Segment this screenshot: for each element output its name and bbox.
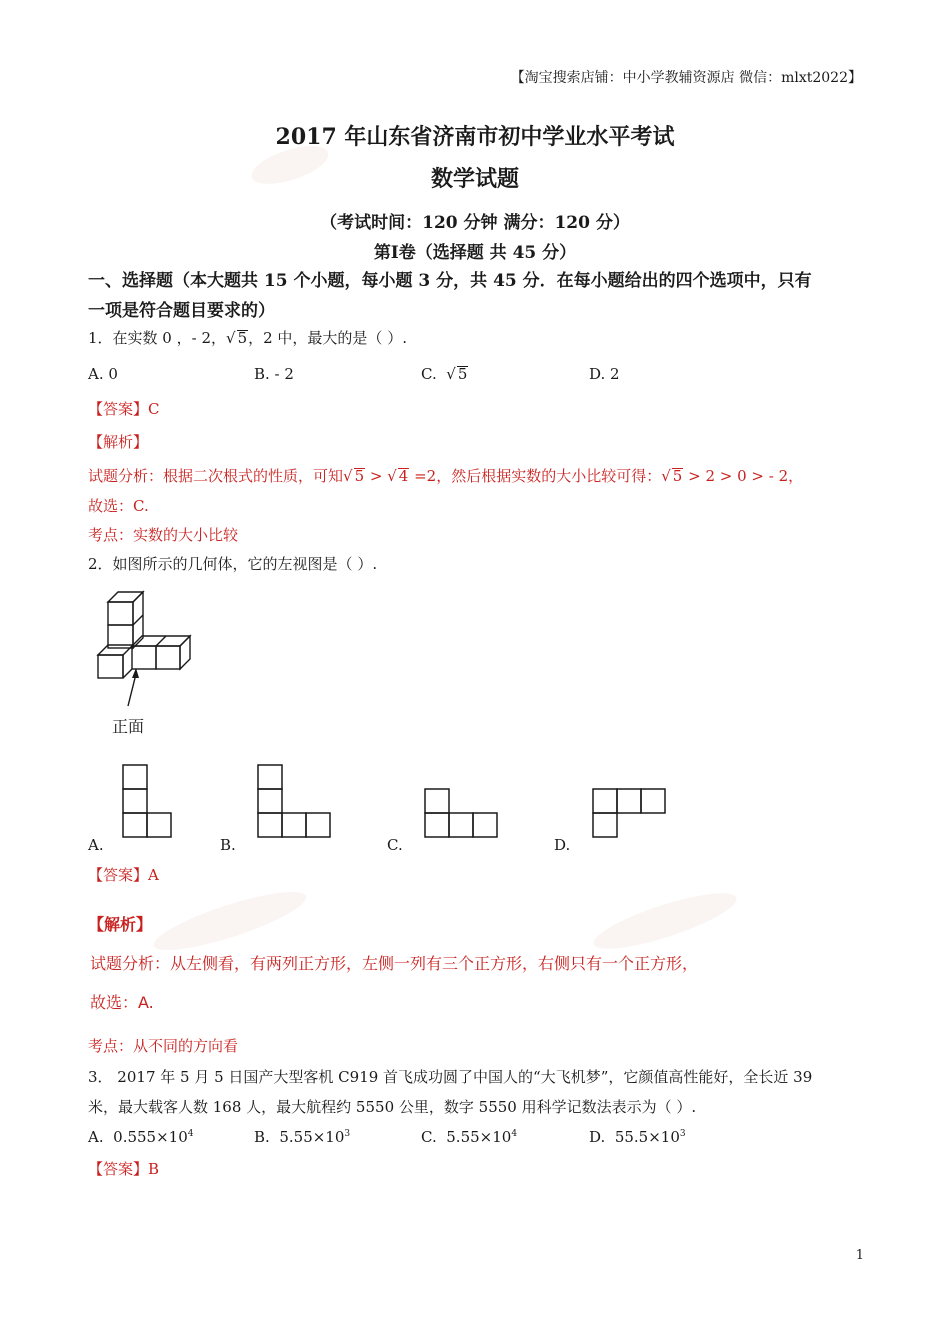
q2-analysis-label: 【解析】 <box>88 915 153 934</box>
exam-info: （考试时间：120 分钟 满分：120 分） <box>320 213 630 233</box>
q2-option-d-view <box>592 788 672 848</box>
q3-option-d: D. $55.5\times 10^3$ <box>589 1128 686 1146</box>
q2-option-a-label: A. <box>88 836 104 854</box>
q2-option-b-label: B. <box>220 836 236 854</box>
q1-option-c: C. √ 5 <box>421 365 468 383</box>
q1-analysis: 试题分析：根据二次根式的性质，可知√ 5 > √ 4 =2，然后根据实数的大小比较可得：√ 5 > 2 > 0 > - 2， <box>88 467 804 485</box>
header-note: 【淘宝搜索店铺：中小学教辅资源店 微信：mlxt2022】 <box>510 70 862 86</box>
q2-answer: 【答案】A <box>88 866 159 884</box>
page-subtitle: 数学试题 <box>430 166 519 192</box>
q2-choose: 故选：A. <box>90 993 154 1012</box>
q3-stem-line1: 3． 2017 年 5 月 5 日国产大型客机 C919 首飞成功圆了中国人的“大飞机梦”，它颜值高性能好，全长近 39 <box>88 1068 813 1086</box>
q3-option-b: B. $5.55\times 10^3$ <box>254 1128 351 1146</box>
q3-option-c: C. $5.55\times 10^4$ <box>421 1128 518 1146</box>
watermark <box>149 881 311 961</box>
q2-option-d-label: D. <box>554 836 571 854</box>
page-title: 2017 年山东省济南市初中学业水平考试 <box>275 124 675 150</box>
q1-option-d: D. 2 <box>589 365 620 383</box>
q2-stem: 2．如图所示的几何体，它的左视图是（ ）. <box>88 555 378 573</box>
q2-analysis: 试题分析：从左侧看，有两列正方形，左侧一列有三个正方形，右侧只有一个正方形， <box>90 954 699 973</box>
q2-option-c-view <box>424 788 504 848</box>
q2-option-a-view <box>122 764 182 844</box>
q3-option-a: A. $0.555\times 10^4$ <box>88 1128 194 1146</box>
q2-point: 考点：从不同的方向看 <box>88 1037 239 1055</box>
section-heading-line2: 一项是符合题目要求的） <box>88 301 275 321</box>
q2-option-b-view <box>257 764 337 844</box>
q3-answer: 【答案】B <box>88 1160 160 1178</box>
q1-point: 考点：实数的大小比较 <box>88 526 239 544</box>
q1-option-b: B. - 2 <box>254 365 294 383</box>
front-label: 正面 <box>112 717 145 736</box>
q1-stem: 1．在实数 0 ，- 2，√ 5，2 中，最大的是（ ）. <box>88 329 407 347</box>
q3-stem-line2: 米，最大载客人数 168 人，最大航程约 5550 公里，数字 5550 用科学记数法表示为（ ）. <box>88 1098 697 1116</box>
q1-stem-radicand: 5 <box>237 329 248 347</box>
volume-heading: 第Ⅰ卷（选择题 共 45 分） <box>373 243 577 263</box>
solid-figure <box>92 588 212 708</box>
q1-choose: 故选：C. <box>88 497 149 515</box>
q2-option-c-label: C. <box>387 836 403 854</box>
q1-option-a: A. 0 <box>88 365 118 383</box>
page-number: 1 <box>855 1248 864 1263</box>
q1-analysis-label: 【解析】 <box>88 433 149 451</box>
q1-answer: 【答案】C <box>88 400 160 418</box>
section-heading-line1: 一、选择题（本大题共 15 个小题，每小题 3 分，共 45 分．在每小题给出的四个选项中，只有 <box>88 271 812 291</box>
watermark <box>589 883 742 960</box>
